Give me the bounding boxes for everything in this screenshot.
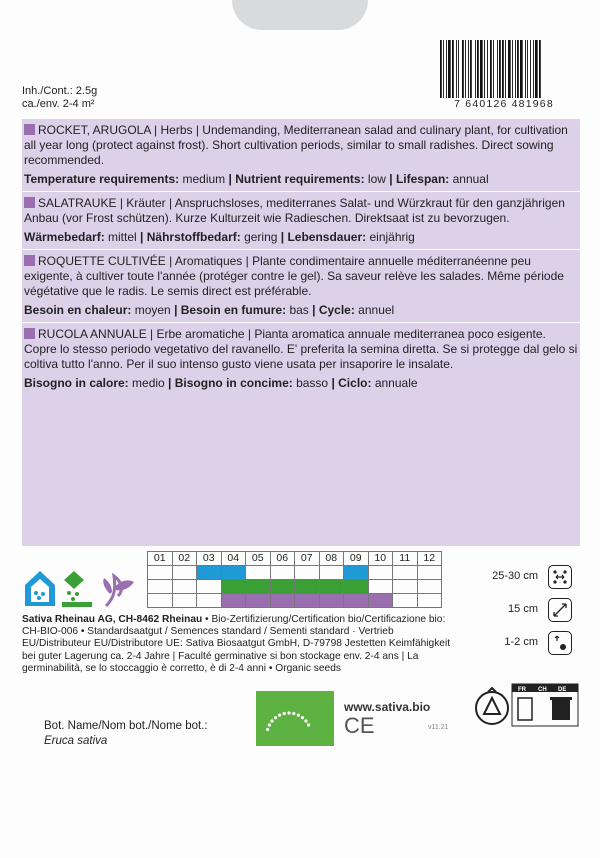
- property-value: basso: [292, 376, 332, 390]
- purple-square-icon: [24, 124, 35, 135]
- barcode-number: 7 640126 481968: [454, 98, 554, 110]
- property-value: einjährig: [366, 230, 415, 244]
- plant-description: | Herbs | Undemanding, Mediterranean salad and culinary plant, for cultivation all year long (protect against frost). Short cultivation periods, similar to small radishes. Direct sowing recommended.: [24, 123, 568, 167]
- purple-square-icon: [24, 255, 35, 266]
- calendar-cell: [319, 580, 344, 594]
- purple-square-icon: [24, 328, 35, 339]
- description-panel: [22, 119, 580, 546]
- property-value: medium: [179, 172, 229, 186]
- calendar-cell: [270, 594, 295, 608]
- calendar-cell: [417, 566, 442, 580]
- property-label: | Lifespan:: [389, 172, 450, 186]
- sowing-calendar: [147, 551, 442, 608]
- section-2: [22, 250, 580, 323]
- section-description: [24, 196, 580, 226]
- label-ch: CH: [538, 687, 547, 693]
- property-label: | Bisogno in concime:: [168, 376, 293, 390]
- legal-info: [22, 614, 462, 675]
- property-value: mittel: [104, 230, 141, 244]
- label-de: DE: [558, 687, 567, 693]
- property-value: gering: [240, 230, 281, 244]
- plant-spacing-icon: [548, 598, 572, 622]
- property-label: Temperature requirements:: [24, 172, 180, 186]
- calendar-row-sowing-indoor: [148, 566, 442, 580]
- plant-properties: [24, 374, 580, 395]
- property-value: annual: [449, 172, 489, 186]
- row-spacing: [492, 565, 582, 587]
- month-label: 11: [393, 552, 418, 566]
- row-spacing-value: 25-30 cm: [492, 570, 538, 582]
- eu-organic-logo: [256, 691, 334, 746]
- contents-weight: Inh./Cont.: 2.5g: [22, 85, 98, 97]
- calendar-cell: [197, 594, 222, 608]
- calendar-cell: [221, 594, 246, 608]
- calendar-cell: [270, 580, 295, 594]
- property-value: annuale: [371, 376, 418, 390]
- property-label: Bisogno in calore:: [24, 376, 129, 390]
- section-1: [22, 192, 580, 250]
- calendar-cell: [246, 594, 271, 608]
- sowing-depth-icon: [548, 631, 572, 655]
- paper-bin-icon: [518, 698, 532, 720]
- calendar-cell: [172, 580, 197, 594]
- calendar-cell: [368, 580, 393, 594]
- calendar-cell: [295, 566, 320, 580]
- calendar-cell: [270, 566, 295, 580]
- month-label: 12: [417, 552, 442, 566]
- recycling-label-box: [512, 684, 578, 726]
- calendar-cell: [295, 580, 320, 594]
- property-value: bas: [286, 303, 313, 317]
- calendar-cell: [295, 594, 320, 608]
- section-description: [24, 327, 580, 372]
- purple-square-icon: [24, 197, 35, 208]
- calendar-row-sowing-outdoor: [148, 580, 442, 594]
- property-value: moyen: [131, 303, 175, 317]
- calendar-cell: [417, 580, 442, 594]
- plant-description: | Kräuter | Anspruchsloses, mediterranes Salat- und Würzkraut für den ganzjährigen Anbau (vor Frost schützen). Kurze Kulturzeit wie Radieschen. Direktsaat ist zu bevorzugen.: [24, 196, 565, 225]
- section-3: [22, 323, 580, 395]
- label-fr: FR: [518, 687, 526, 693]
- property-value: annuel: [354, 303, 395, 317]
- plant-name: SALATRAUKE: [38, 196, 117, 210]
- sowing-depth: [492, 631, 582, 653]
- calendar-cell: [148, 566, 173, 580]
- month-label: 06: [270, 552, 295, 566]
- contents-area: ca./env. 2-4 m²: [22, 98, 95, 110]
- calendar-cell: [197, 580, 222, 594]
- symbol-group: [22, 568, 142, 615]
- month-label: 07: [295, 552, 320, 566]
- botanical-label: Bot. Name/Nom bot./Nome bot.:: [44, 720, 208, 732]
- calendar-cell: [393, 566, 418, 580]
- contents-info: [22, 85, 97, 111]
- calendar-header: [148, 552, 442, 566]
- section-description: [24, 254, 580, 299]
- calendar-cell: [148, 594, 173, 608]
- barcode: [438, 40, 578, 98]
- section-0: [22, 119, 580, 192]
- plant-properties: [24, 170, 580, 191]
- botanical-name: Eruca sativa: [44, 735, 108, 747]
- calendar-cell: [344, 566, 369, 580]
- bin-icon: [552, 700, 570, 720]
- calendar-cell: [221, 566, 246, 580]
- property-value: low: [364, 172, 390, 186]
- month-label: 10: [368, 552, 393, 566]
- month-label: 09: [344, 552, 369, 566]
- calendar-cell: [197, 566, 222, 580]
- calendar-cell: [148, 580, 173, 594]
- section-description: [24, 123, 580, 168]
- month-label: 02: [172, 552, 197, 566]
- plant-name: ROQUETTE CULTIVÉE: [38, 254, 166, 268]
- plant-spacing-value: 15 cm: [508, 603, 538, 615]
- plant-name: ROCKET, ARUGOLA: [38, 123, 151, 137]
- harvest-icon: [103, 576, 134, 606]
- calendar-cell: [246, 580, 271, 594]
- sowing-depth-value: 1-2 cm: [504, 636, 538, 648]
- calendar-cell: [393, 580, 418, 594]
- property-label: | Ciclo:: [331, 376, 372, 390]
- property-label: | Nährstoffbedarf:: [140, 230, 241, 244]
- calendar-cell: [344, 580, 369, 594]
- property-label: | Besoin en fumure:: [174, 303, 287, 317]
- website-link[interactable]: www.sativa.bio: [344, 700, 431, 714]
- month-label: 05: [246, 552, 271, 566]
- property-label: Besoin en chaleur:: [24, 303, 132, 317]
- calendar-cell: [246, 566, 271, 580]
- calendar-cell: [172, 566, 197, 580]
- row-spacing-icon: [548, 565, 572, 589]
- version-code: v11.21: [428, 724, 449, 731]
- calendar-cell: [344, 594, 369, 608]
- calendar-cell: [368, 594, 393, 608]
- calendar-cell: [319, 594, 344, 608]
- month-label: 04: [221, 552, 246, 566]
- plant-description: | Aromatiques | Plante condimentaire annuelle méditerranéenne peu exigente, à cultiver toute l'année (protéger contre le gel). Sa saveur relève les salades. Même période végétative que le radis. Le semis direct est préférable.: [24, 254, 564, 298]
- plant-properties: [24, 301, 580, 322]
- recycling-info: [474, 680, 584, 735]
- month-label: 03: [197, 552, 222, 566]
- plant-properties: [24, 228, 580, 249]
- calendar-cell: [393, 594, 418, 608]
- property-label: | Nutrient requirements:: [228, 172, 365, 186]
- company-name: Sativa Rheinau AG, CH-8462 Rheinau: [22, 614, 203, 625]
- hang-notch: [232, 0, 368, 30]
- calendar-cell: [368, 566, 393, 580]
- month-label: 01: [148, 552, 173, 566]
- greenhouse-sowing-icon: [25, 571, 55, 606]
- calendar-row-harvest: [148, 594, 442, 608]
- property-label: Wärmebedarf:: [24, 230, 105, 244]
- ce-mark: CE: [344, 713, 375, 738]
- property-label: | Lebensdauer:: [280, 230, 367, 244]
- outdoor-sowing-icon: [62, 571, 92, 607]
- calendar-cell: [319, 566, 344, 580]
- triman-icon: [476, 688, 508, 724]
- calendar-cell: [221, 580, 246, 594]
- legal-text: • Bio-Zertifizierung/Certification bio/Certificazione bio: CH-BIO-006 • Standardsaatgut / Semences standard / Sementi standard · Vertrieb EU/Distributeur EU/Distributore UE: Sativa Biosaatgut GmbH, D-79798 Jestetten Keimfähigkeit bei guter Lagerung ca. 2-4 Jahre | Faculté germinative si bon stockage env. 2-4 ans | La germinabilità, se lo stoccaggio è corretto, è di 2-4 anni • Organic seeds: [22, 614, 451, 674]
- month-label: 08: [319, 552, 344, 566]
- botanical-name-block: [44, 719, 208, 749]
- property-label: | Cycle:: [312, 303, 355, 317]
- calendar-cell: [172, 594, 197, 608]
- calendar-cell: [417, 594, 442, 608]
- plant-spacing: [492, 598, 582, 620]
- plant-description: | Erbe aromatiche | Pianta aromatica annuale mediterranea poco esigente. Copre lo stesso periodo vegetativo del ravanello. E' preferita la semina diretta. Se si protegge dal gelo si coltiva tutto l'anno. Per il suo intenso gusto viene usata per insaporire le insalate.: [24, 327, 578, 371]
- plant-name: RUCOLA ANNUALE: [38, 327, 147, 341]
- property-value: medio: [128, 376, 169, 390]
